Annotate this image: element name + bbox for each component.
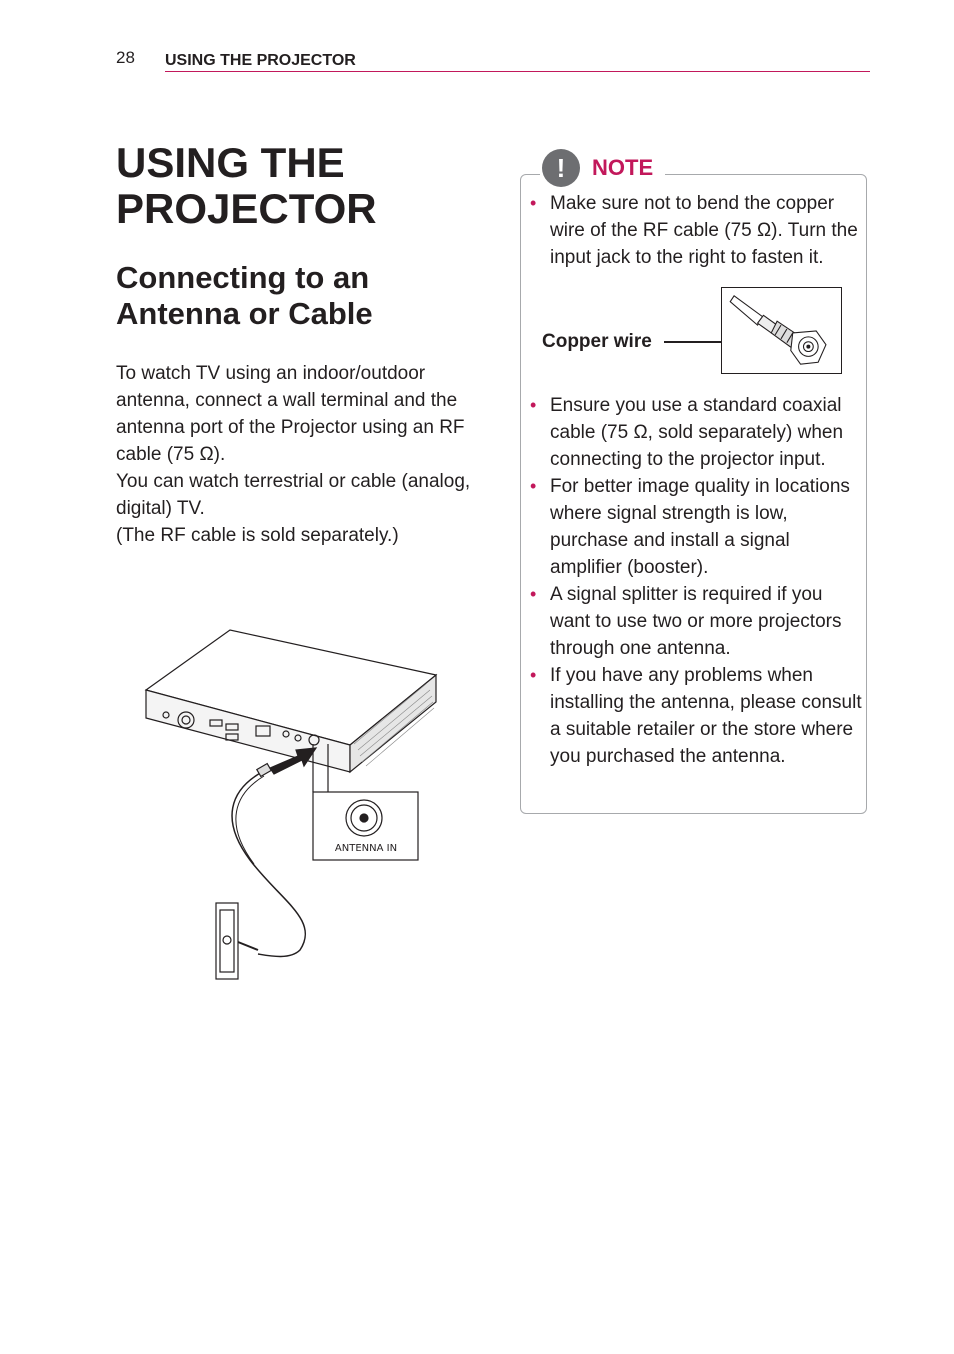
note-list-first — [530, 190, 865, 271]
bullet-icon: • — [530, 665, 537, 685]
wall-terminal — [216, 903, 238, 979]
note-header — [540, 146, 665, 190]
bullet-icon: • — [530, 395, 537, 415]
copper-wire-figure — [721, 287, 842, 374]
bullet-icon: • — [530, 476, 537, 496]
header-rule — [165, 71, 870, 72]
page-number: 28 — [116, 48, 135, 67]
bullet-icon: • — [530, 584, 537, 604]
rf-cable — [232, 772, 305, 957]
antenna-in-label: ANTENNA IN — [334, 843, 398, 854]
body-paragraph-1: To watch TV using an indoor/outdoor antenna, connect a wall terminal and the antenna port of the Projector using an RF cable (75 Ω). — [116, 363, 465, 465]
copper-wire-label: Copper wire — [542, 331, 652, 352]
note-item: • If you have any problems when installing the antenna, please consult a suitable retailer or the store where you purchased the antenna. — [530, 662, 865, 770]
note-item: • Ensure you use a standard coaxial cable (75 Ω, sold separately) when connecting to the projector input. — [530, 392, 865, 473]
body-paragraph-3: (The RF cable is sold separately.) — [116, 525, 399, 546]
section-title: Connecting to an Antenna or Cable — [116, 260, 373, 331]
exclamation-icon: ! — [542, 149, 580, 187]
body-text — [116, 360, 486, 549]
running-header: USING THE PROJECTOR — [165, 52, 356, 69]
body-paragraph-2: You can watch terrestrial or cable (analog, digital) TV. — [116, 471, 471, 519]
chapter-title: USING THE PROJECTOR — [116, 139, 377, 232]
note-item: • Make sure not to bend the copper wire of the RF cable (75 Ω). Turn the input jack to the right to fasten it. — [530, 190, 865, 271]
bullet-icon: • — [530, 193, 537, 213]
note-item: • A signal splitter is required if you want to use two or more projectors through one antenna. — [530, 581, 865, 662]
antenna-connection-illustration — [140, 620, 450, 990]
note-title: NOTE — [592, 155, 654, 180]
note-list-rest — [530, 392, 865, 770]
note-item: • For better image quality in locations where signal strength is low, purchase and install a signal amplifier (booster). — [530, 473, 865, 581]
